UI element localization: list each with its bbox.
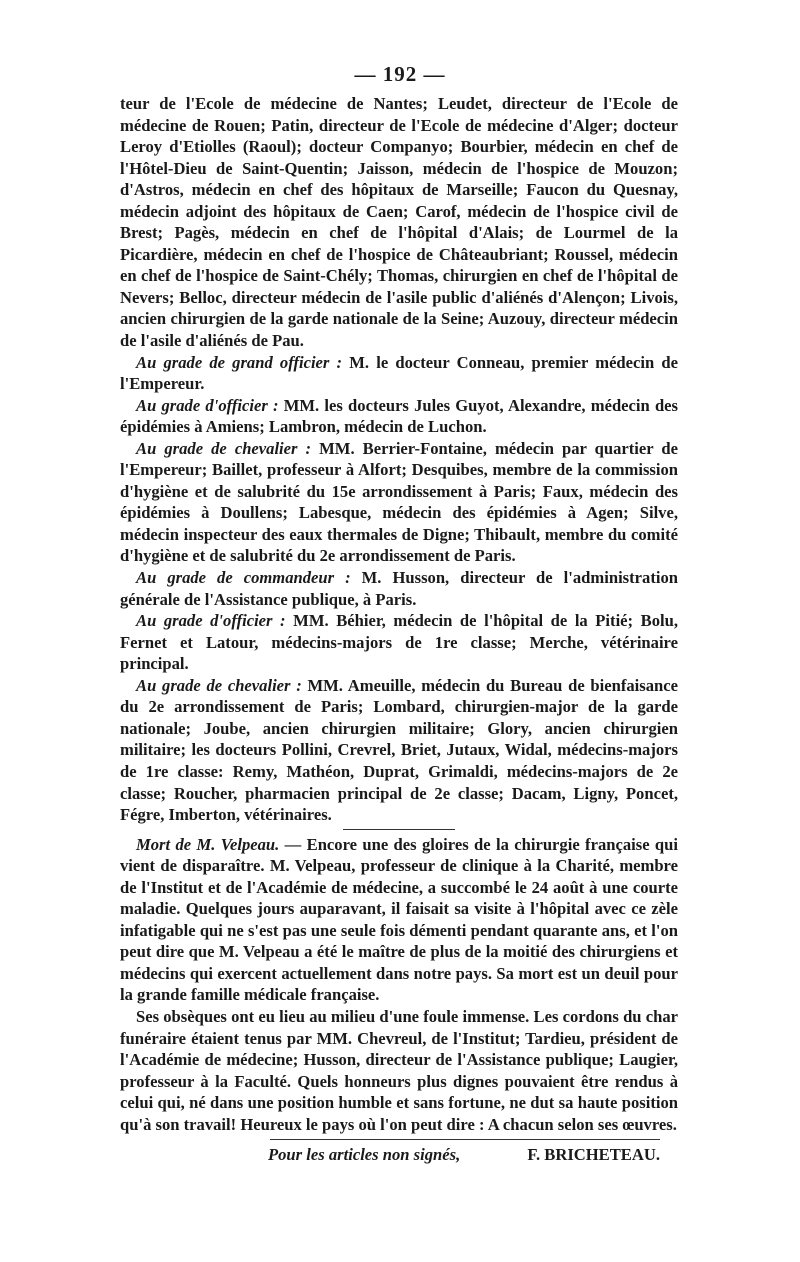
- paragraph-commandeur: [120, 567, 678, 610]
- paragraph-grand-officier: [120, 352, 678, 395]
- paragraph-text: MM. Berrier-Fontaine, médecin par quartier de l'Empereur; Baillet, professeur à Alfort; Desquibes, membre de la commission d'hygiène et de salubrité du 15e arrondissement à Paris; Faux, médecin des épidémies à Doullens; Labesque, médecin des épidémies à Agen; Silve, médecin inspecteur des eaux thermales de Digne; Thibault, membre du comité d'hygiène et de salubrité du 2e arrondissement de Paris.: [120, 438, 678, 566]
- paragraph-text: MM. Ameuille, médecin du Bureau de bienfaisance du 2e arrondissement de Paris; Lombard, chirurgien-major de la garde nationale; Joube, ancien chirurgien militaire; Glory, ancien chirurgien militaire; les docteurs Pollini, Crevrel, Briet, Jutaux, Widal, médecins-majors de 1re classe: Remy, Mathéon, Duprat, Grimaldi, médecins-majors de 2e classe; Roucher, pharmacien principal de 2e classe; Dacam, Ligny, Poncet, Fégre, Imberton, vétérinaires.: [120, 675, 678, 825]
- paragraph-lead: Au grade de chevalier :: [136, 675, 302, 695]
- paragraph-text: M. le docteur Conneau, premier médecin de l'Empereur.: [120, 352, 678, 394]
- paragraph-velpeau-death: [120, 834, 678, 1006]
- paragraph-nominations-continued: [120, 93, 678, 352]
- paragraph-text: — Encore une des gloires de la chirurgie française qui vient de disparaître. M. Velpeau, professeur de clinique à la Charité, membre de l'Institut et de l'Académie de médecine, a succombé le 24 août à une courte maladie. Quelques jours auparavant, il faisait sa visite à l'hôpital avec ce zèle infatigable qui ne s'est pas une seule fois démenti pendant quarante ans, et l'on peut dire que M. Velpeau a été le maître de plus de la moitié des chirurgiens et médecins qui exercent actuellement dans notre pays. Sa mort est un deuil pour la grande famille médicale française.: [120, 834, 678, 1005]
- paragraph-text: MM. Béhier, médecin de l'hôpital de la Pitié; Bolu, Fernet et Latour, médecins-majors de 1re classe; Merche, vétérinaire principal.: [120, 611, 678, 674]
- paragraph-lead: Au grade d'officier :: [136, 395, 279, 415]
- paragraph-text: MM. les docteurs Jules Guyot, Alexandre, médecin des épidémies à Amiens; Lambron, médecin de Luchon.: [120, 395, 678, 437]
- paragraph-lead: Au grade de chevalier :: [136, 438, 312, 458]
- paragraph-lead: Au grade d'officier :: [136, 611, 286, 631]
- paragraph-officier: [120, 395, 678, 438]
- signature-divider: [270, 1139, 660, 1140]
- paragraph-text: teur de l'Ecole de médecine de Nantes; Leudet, directeur de l'Ecole de médecine de Rouen; Patin, directeur de l'Ecole de médecine d'Alger; docteur Leroy d'Etiolles (Raoul); docteur Companyo; Bourbier, médecin en chef de l'Hôtel-Dieu de Saint-Quentin; Jaisson, médecin de l'hospice de Mouzon; d'Astros, médecin en chef des hôpitaux de Marseille; Faucon du Quesnay, médecin adjoint des hôpitaux de Caen; Carof, médecin de l'hospice civil de Brest; Pagès, médecin en chef de l'hôpital d'Alais; de Lourmel de la Picardière, médecin en chef de l'hospice de Châteaubriant; Roussel, médecin en chef de l'hospice de Saint-Chély; Thomas, chirurgien en chef de l'hôpital de Nevers; Belloc, directeur médecin de l'asile public d'aliénés d'Alençon; Livois, ancien chirurgien de la garde nationale de la Seine; Auzouy, directeur médecin de l'asile d'aliénés de Pau.: [120, 94, 678, 351]
- paragraph-lead: Mort de M. Velpeau.: [136, 834, 280, 854]
- paragraph-text: Ses obsèques ont eu lieu au milieu d'une foule immense. Les cordons du char funéraire étaient tenus par MM. Chevreul, de l'Institut; Tardieu, président de l'Académie de médecine; Husson, directeur de l'Assistance publique; Laugier, professeur à la Faculté. Quels honneurs plus dignes pouvaient être rendus à celui qui, né dans une position humble et sans fortune, ne dut sa haute position qu'à son travail! Heureux le pays où l'on peut dire : A chacun selon ses œuvres.: [120, 1006, 678, 1134]
- paragraph-officier-2: [120, 610, 678, 675]
- paragraph-lead: Au grade de commandeur :: [136, 568, 351, 588]
- signature-line: [120, 1144, 678, 1166]
- paragraph-text: M. Husson, directeur de l'administration générale de l'Assistance publique, à Paris.: [120, 568, 678, 609]
- paragraph-chevalier: [120, 438, 678, 567]
- signature-note: Pour les articles non signés,: [268, 1145, 461, 1165]
- paragraph-funeral: [120, 1006, 678, 1135]
- section-divider: [343, 829, 455, 830]
- signature-author: F. BRICHETEAU.: [527, 1145, 660, 1165]
- paragraph-chevalier-2: [120, 675, 678, 826]
- paragraph-lead: Au grade de grand officier :: [136, 352, 343, 372]
- article-body: [120, 93, 678, 1166]
- page-number: — 192 —: [354, 62, 446, 86]
